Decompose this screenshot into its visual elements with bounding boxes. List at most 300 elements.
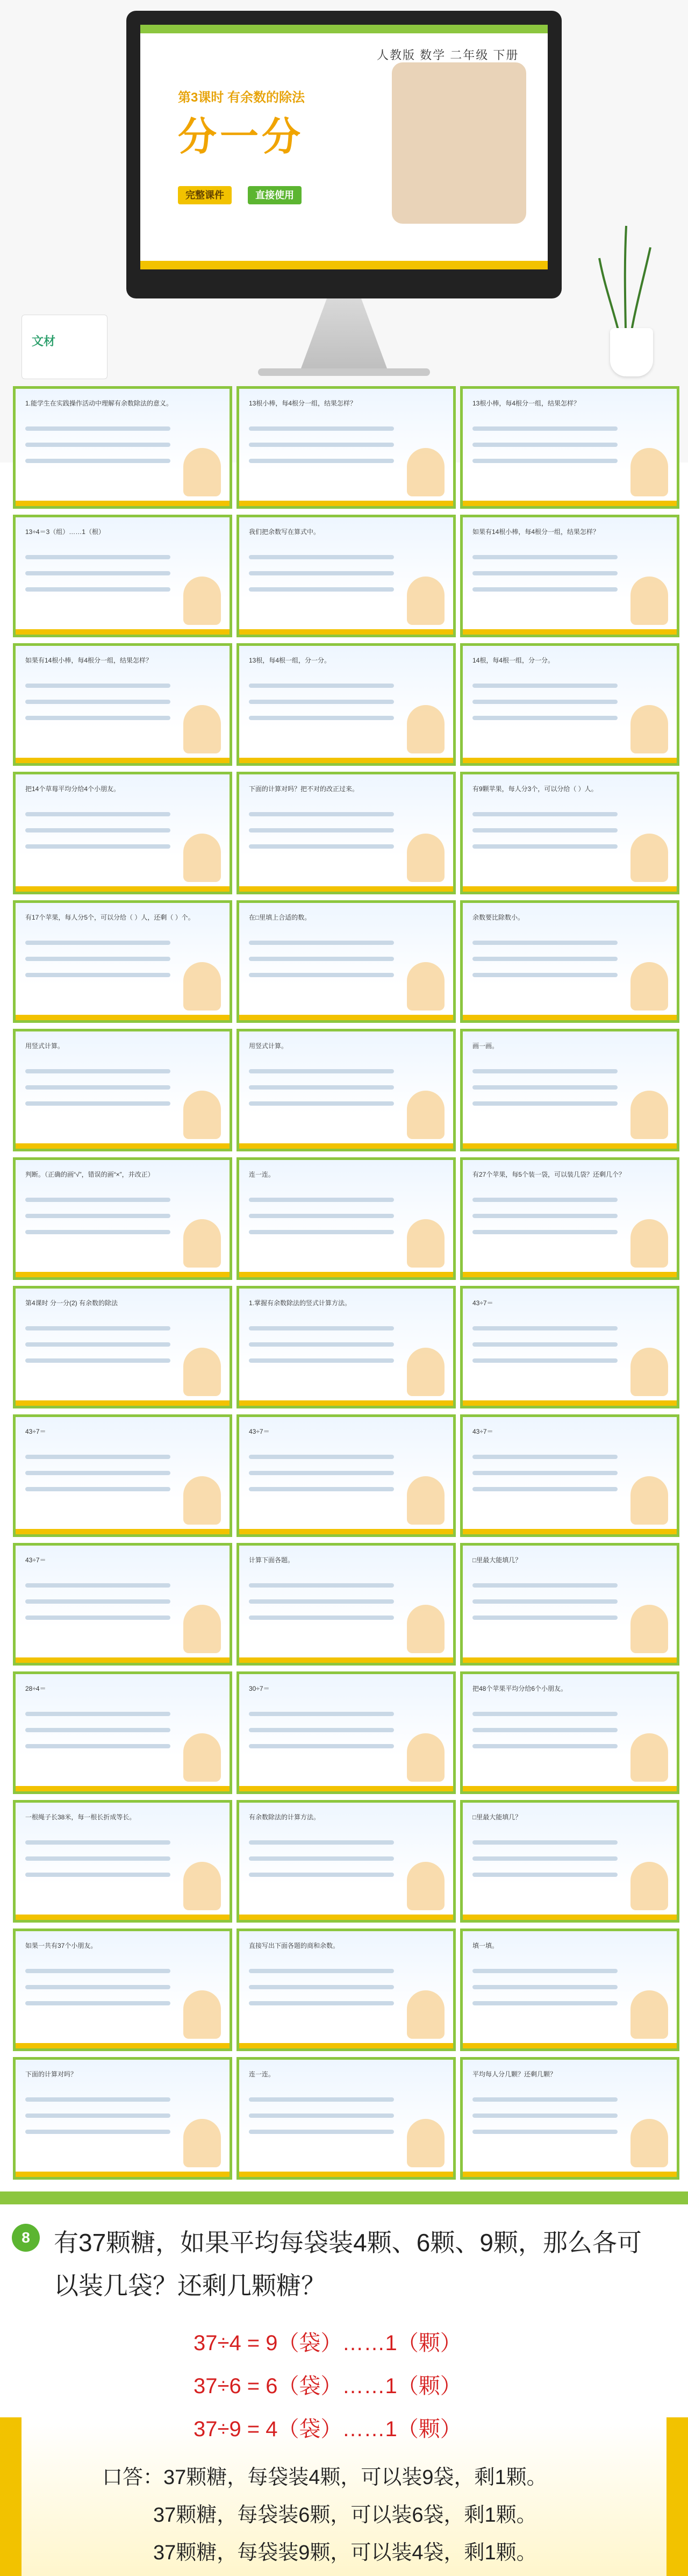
slide-text: 43÷7＝ bbox=[472, 1428, 493, 1435]
slide-illustration bbox=[407, 1605, 445, 1653]
slide-thumbnail[interactable] bbox=[236, 643, 456, 766]
slide-bottom-band bbox=[463, 1786, 677, 1791]
slide-content-line bbox=[249, 1728, 394, 1732]
slide-illustration bbox=[630, 1733, 668, 1782]
slide-content-line bbox=[249, 555, 394, 559]
slide-content-line bbox=[249, 1342, 394, 1347]
slide-content-line bbox=[472, 941, 618, 945]
slide-illustration bbox=[630, 834, 668, 882]
slide-illustration bbox=[630, 705, 668, 753]
slide-content-line bbox=[472, 957, 618, 961]
slide-bottom-band bbox=[463, 501, 677, 506]
slide-content-line bbox=[249, 426, 394, 431]
slide-content-line bbox=[472, 1985, 618, 1989]
slide-content-line bbox=[249, 1069, 394, 1073]
slide-illustration bbox=[183, 962, 221, 1011]
slide-content-line bbox=[249, 700, 394, 704]
slide-text: 如果一共有37个小朋友。 bbox=[25, 1942, 97, 1949]
cover-bottom-band bbox=[140, 261, 548, 269]
slide-content-line bbox=[249, 1214, 394, 1218]
slide-content-line bbox=[25, 2130, 170, 2134]
slide-content-line bbox=[472, 1712, 618, 1716]
slide-content-line bbox=[25, 941, 170, 945]
slide-content-line bbox=[472, 1599, 618, 1604]
slide-thumbnail[interactable] bbox=[460, 643, 679, 766]
slide-content-line bbox=[472, 1069, 618, 1073]
slide-content-line bbox=[249, 1744, 394, 1748]
slide-bottom-band bbox=[16, 1529, 230, 1534]
slide-content-line bbox=[472, 1840, 618, 1845]
slide-content-line bbox=[249, 1583, 394, 1588]
slide-content-line bbox=[472, 426, 618, 431]
slide-text: 13根，每4根一组，分一分。 bbox=[249, 657, 331, 664]
slide-thumbnail[interactable] bbox=[460, 1800, 679, 1923]
slide-bottom-band bbox=[463, 2172, 677, 2177]
slide-bottom-band bbox=[463, 2043, 677, 2048]
slide-content-line bbox=[249, 2097, 394, 2102]
slide-bottom-band bbox=[16, 1272, 230, 1277]
slide-bottom-band bbox=[463, 886, 677, 892]
slide-illustration bbox=[183, 1476, 221, 1525]
slide-content-line bbox=[249, 1599, 394, 1604]
slide-illustration bbox=[407, 1091, 445, 1139]
slide-bottom-band bbox=[16, 1400, 230, 1406]
slide-content-line bbox=[249, 1198, 394, 1202]
slide-thumbnail[interactable] bbox=[13, 386, 232, 509]
slide-bottom-band bbox=[239, 501, 453, 506]
slide-bottom-band bbox=[239, 1786, 453, 1791]
slide-illustration bbox=[630, 448, 668, 496]
slide-illustration bbox=[183, 1348, 221, 1396]
slide-illustration bbox=[630, 1091, 668, 1139]
classroom-illustration bbox=[392, 62, 526, 224]
slide-bottom-band bbox=[463, 1657, 677, 1663]
slide-content-line bbox=[472, 1471, 618, 1475]
slide-content-line bbox=[249, 941, 394, 945]
slide-text: 直接写出下面各题的商和余数。 bbox=[249, 1942, 340, 1949]
slide-bottom-band bbox=[16, 1657, 230, 1663]
slide-content-line bbox=[249, 571, 394, 575]
slide-text: 在□里填上合适的数。 bbox=[249, 914, 311, 921]
slide-content-line bbox=[472, 973, 618, 977]
slide-content-line bbox=[249, 684, 394, 688]
slide-illustration bbox=[407, 1990, 445, 2039]
slide-text: 14根，每4根一组，分一分。 bbox=[472, 657, 555, 664]
slide-content-line bbox=[25, 812, 170, 816]
slide-content-line bbox=[472, 1616, 618, 1620]
slide-bottom-band bbox=[16, 1015, 230, 1020]
slide-bottom-band bbox=[16, 1143, 230, 1149]
slide-content-line bbox=[472, 1744, 618, 1748]
slide-content-line bbox=[472, 828, 618, 832]
slide-thumbnail[interactable] bbox=[13, 1929, 232, 2051]
slide-content-line bbox=[25, 555, 170, 559]
slide-content-line bbox=[472, 1326, 618, 1330]
slide-illustration bbox=[630, 1476, 668, 1525]
slide-bottom-band bbox=[463, 1529, 677, 1534]
slide-thumbnail[interactable] bbox=[460, 2057, 679, 2180]
slide-content-line bbox=[249, 716, 394, 720]
slide-content-line bbox=[249, 1455, 394, 1459]
slide-illustration bbox=[407, 448, 445, 496]
slide-thumbnail[interactable] bbox=[460, 900, 679, 1023]
slide-text: 连一连。 bbox=[249, 2070, 275, 2078]
slide-content-line bbox=[249, 1969, 394, 1973]
slide-illustration bbox=[183, 2119, 221, 2167]
slide-thumbnail[interactable] bbox=[460, 1029, 679, 1151]
slide-text: □里最大能填几？ bbox=[472, 1556, 522, 1564]
slide-text: 13根小棒，每4根分一组，结果怎样？ bbox=[472, 400, 580, 407]
slide-content-line bbox=[249, 1840, 394, 1845]
slide-text: 判断。（正确的画“√”，错误的画“×”，并改正） bbox=[25, 1171, 154, 1178]
slide-content-line bbox=[472, 1085, 618, 1090]
slide-text: 余数要比除数小。 bbox=[472, 914, 525, 921]
slide-text: 一根绳子长38米，每一根长折成等长。 bbox=[25, 1813, 136, 1821]
slide-thumbnail[interactable] bbox=[236, 2057, 456, 2180]
equation-3: 37÷9 = 4（袋）……1（颗） bbox=[194, 2417, 462, 2441]
slide-bottom-band bbox=[16, 501, 230, 506]
slide-illustration bbox=[407, 1348, 445, 1396]
monitor-stand bbox=[301, 298, 387, 368]
slide-thumbnail[interactable] bbox=[236, 1671, 456, 1794]
slide-content-line bbox=[25, 1985, 170, 1989]
slide-content-line bbox=[472, 1873, 618, 1877]
question-text: 有37颗糖，如果平均每袋装4颗、6颗、9颗，那么各可以装几袋？还剩几颗糖？ bbox=[54, 2229, 642, 2300]
slide-illustration bbox=[630, 1348, 668, 1396]
slide-content-line bbox=[25, 1326, 170, 1330]
slide-thumbnail[interactable] bbox=[13, 1543, 232, 1666]
slide-content-line bbox=[249, 459, 394, 463]
slide-text: 30÷7＝ bbox=[249, 1685, 270, 1692]
slide-content-line bbox=[249, 1616, 394, 1620]
slide-text: 第4课时 分一分(2) 有余数的除法 bbox=[25, 1299, 118, 1307]
question-number: 8 bbox=[12, 2224, 40, 2252]
slide-content-line bbox=[472, 459, 618, 463]
slide-illustration bbox=[407, 1476, 445, 1525]
slide-illustration bbox=[407, 2119, 445, 2167]
slide-content-line bbox=[25, 1069, 170, 1073]
slide-thumbnail[interactable] bbox=[236, 1414, 456, 1537]
slide-content-line bbox=[25, 1214, 170, 1218]
slide-content-line bbox=[472, 716, 618, 720]
slide-content-line bbox=[25, 1599, 170, 1604]
slide-thumbnail[interactable] bbox=[236, 900, 456, 1023]
slide-content-line bbox=[249, 1487, 394, 1491]
slide-content-line bbox=[25, 1101, 170, 1106]
slide-thumbnail[interactable] bbox=[236, 1800, 456, 1923]
slide-content-line bbox=[472, 1455, 618, 1459]
slide-thumbnail[interactable] bbox=[236, 1929, 456, 2051]
monitor bbox=[126, 11, 562, 298]
slide-content-line bbox=[25, 957, 170, 961]
cover-series: 人教版 数学 二年级 下册 bbox=[377, 48, 519, 62]
slide-bottom-band bbox=[239, 1657, 453, 1663]
slide-content-line bbox=[472, 2114, 618, 2118]
slide-content-line bbox=[249, 957, 394, 961]
slide-text: 1.掌握有余数除法的竖式计算方法。 bbox=[249, 1299, 352, 1307]
slide-illustration bbox=[630, 1862, 668, 1910]
slide-content-line bbox=[25, 459, 170, 463]
slide-thumbnail[interactable] bbox=[13, 1671, 232, 1794]
cover-top-band bbox=[140, 25, 548, 33]
slide-illustration bbox=[407, 1733, 445, 1782]
slide-content-line bbox=[249, 1985, 394, 1989]
slide-illustration bbox=[183, 1862, 221, 1910]
slide-thumbnail[interactable] bbox=[13, 1800, 232, 1923]
slide-content-line bbox=[249, 2114, 394, 2118]
slide-content-line bbox=[472, 812, 618, 816]
slide-text: 填一填。 bbox=[472, 1942, 499, 1949]
slide-bottom-band bbox=[463, 629, 677, 635]
slide-content-line bbox=[25, 2001, 170, 2005]
slide-thumbnail[interactable] bbox=[236, 772, 456, 894]
slide-content-line bbox=[249, 2001, 394, 2005]
slide-text: 43÷7＝ bbox=[472, 1299, 493, 1307]
direct-use-button[interactable]: 直接使用 bbox=[248, 186, 302, 204]
slide-text: 把14个草莓平均分给4个小朋友。 bbox=[25, 785, 120, 793]
slide-content-line bbox=[249, 1358, 394, 1363]
slide-bottom-band bbox=[463, 758, 677, 763]
slide-bottom-band bbox=[239, 886, 453, 892]
slide-illustration bbox=[183, 1605, 221, 1653]
slide-content-line bbox=[472, 1728, 618, 1732]
slide-content-line bbox=[472, 2001, 618, 2005]
slide-content-line bbox=[25, 828, 170, 832]
slide-content-line bbox=[472, 571, 618, 575]
slide-text: 43÷7＝ bbox=[25, 1556, 46, 1564]
slide-illustration bbox=[630, 2119, 668, 2167]
slide-content-line bbox=[472, 1230, 618, 1234]
slide-content-line bbox=[25, 1471, 170, 1475]
slide-thumbnail[interactable] bbox=[236, 1157, 456, 1280]
slide-text: 计算下面各题。 bbox=[249, 1556, 295, 1564]
slide-content-line bbox=[25, 1969, 170, 1973]
slide-text: 我们把余数写在算式中。 bbox=[249, 528, 320, 536]
slide-thumbnail[interactable] bbox=[236, 1286, 456, 1408]
slide-illustration bbox=[407, 834, 445, 882]
slide-thumbnail[interactable] bbox=[13, 1157, 232, 1280]
slide-thumbnail[interactable] bbox=[460, 386, 679, 509]
cover-title: 分一分 bbox=[178, 116, 304, 159]
slide-bottom-band bbox=[16, 886, 230, 892]
answer-1: 口答：37颗糖，每袋装4颗，可以装9袋，剩1颗。 bbox=[102, 2466, 547, 2489]
slide-illustration bbox=[407, 962, 445, 1011]
slide-content-line bbox=[25, 443, 170, 447]
slide-content-line bbox=[25, 1230, 170, 1234]
slide-illustration bbox=[183, 834, 221, 882]
slide-content-line bbox=[249, 973, 394, 977]
slide-thumbnail[interactable] bbox=[460, 1286, 679, 1408]
plant-pot bbox=[610, 328, 653, 376]
slide-content-line bbox=[25, 1616, 170, 1620]
slide-thumbnail[interactable] bbox=[236, 1029, 456, 1151]
slide-content-line bbox=[25, 426, 170, 431]
slide-content-line bbox=[472, 1583, 618, 1588]
slide-content-line bbox=[25, 1342, 170, 1347]
equation-2: 37÷6 = 6（袋）……1（颗） bbox=[194, 2374, 462, 2398]
slide-illustration bbox=[183, 577, 221, 625]
slide-bottom-band bbox=[239, 1015, 453, 1020]
slide-content-line bbox=[249, 443, 394, 447]
slide-text: □里最大能填几？ bbox=[472, 1813, 522, 1821]
slide-content-line bbox=[25, 716, 170, 720]
right-yellow-border bbox=[666, 2417, 688, 2576]
slide-bottom-band bbox=[239, 2172, 453, 2177]
slide-content-line bbox=[472, 2130, 618, 2134]
slide-thumbnail[interactable] bbox=[236, 1543, 456, 1666]
slide-thumbnail[interactable] bbox=[460, 772, 679, 894]
slide-thumbnail[interactable] bbox=[460, 515, 679, 637]
slide-content-line bbox=[249, 587, 394, 592]
slide-bottom-band bbox=[16, 1915, 230, 1920]
slide-thumbnail[interactable] bbox=[460, 1929, 679, 2051]
slide-content-line bbox=[25, 1873, 170, 1877]
slide-content-line bbox=[25, 1198, 170, 1202]
slide-bottom-band bbox=[463, 1015, 677, 1020]
slide-text: 有9颗苹果，每人分3个，可以分给（ ）人。 bbox=[472, 785, 598, 793]
slide-thumbnail[interactable] bbox=[460, 1671, 679, 1794]
slide-bottom-band bbox=[463, 1143, 677, 1149]
slide-content-line bbox=[472, 1198, 618, 1202]
slide-illustration bbox=[630, 962, 668, 1011]
slide-thumbnail[interactable] bbox=[13, 2057, 232, 2180]
slide-text: 用竖式计算。 bbox=[249, 1042, 288, 1050]
slide-text: 有17个苹果，每人分5个，可以分给（ ）人，还剩（ ）个。 bbox=[25, 914, 195, 921]
slide-illustration bbox=[183, 448, 221, 496]
slide-thumbnail[interactable] bbox=[460, 1414, 679, 1537]
slide-bottom-band bbox=[16, 1786, 230, 1791]
slide-text: 用竖式计算。 bbox=[25, 1042, 64, 1050]
slide-illustration bbox=[407, 577, 445, 625]
slide-content-line bbox=[249, 1326, 394, 1330]
slide-text: 13÷4＝3（组）……1（根） bbox=[25, 528, 105, 536]
slide-content-line bbox=[472, 1101, 618, 1106]
slide-bottom-band bbox=[16, 758, 230, 763]
slide-bottom-band bbox=[16, 629, 230, 635]
slide-bottom-band bbox=[239, 1529, 453, 1534]
slide-text: 有余数除法的计算方法。 bbox=[249, 1813, 320, 1821]
cover-lesson: 第3课时 有余数的除法 bbox=[178, 90, 305, 105]
slide-illustration bbox=[407, 1219, 445, 1268]
slide-content-line bbox=[25, 1712, 170, 1716]
slide-illustration bbox=[183, 1091, 221, 1139]
slide-thumbnail[interactable] bbox=[236, 515, 456, 637]
slide-thumbnail[interactable] bbox=[13, 1029, 232, 1151]
slide-content-line bbox=[249, 844, 394, 849]
slide-bottom-band bbox=[16, 2043, 230, 2048]
left-yellow-border bbox=[0, 2417, 22, 2576]
slide-text: 连一连。 bbox=[249, 1171, 275, 1178]
desk-calendar bbox=[22, 315, 108, 379]
slide-thumbnail[interactable] bbox=[460, 1157, 679, 1280]
slide-content-line bbox=[249, 1471, 394, 1475]
final-slide bbox=[0, 2191, 688, 2576]
slide-illustration bbox=[630, 1990, 668, 2039]
slide-thumbnail[interactable] bbox=[460, 1543, 679, 1666]
slide-content-line bbox=[25, 1583, 170, 1588]
slide-content-line bbox=[472, 587, 618, 592]
slide-content-line bbox=[472, 1358, 618, 1363]
slide-text: 画一画。 bbox=[472, 1042, 499, 1050]
slide-thumbnail[interactable] bbox=[13, 1286, 232, 1408]
slide-content-line bbox=[472, 700, 618, 704]
slide-content-line bbox=[25, 684, 170, 688]
slide-content-line bbox=[249, 1873, 394, 1877]
slide-thumbnail[interactable] bbox=[13, 900, 232, 1023]
slide-bottom-band bbox=[16, 2172, 230, 2177]
slide-text: 28÷4＝ bbox=[25, 1685, 46, 1692]
slide-content-line bbox=[25, 1358, 170, 1363]
answer-2: 37颗糖，每袋装6颗，可以装6袋，剩1颗。 bbox=[153, 2504, 537, 2527]
slide-content-line bbox=[25, 2114, 170, 2118]
slide-content-line bbox=[25, 571, 170, 575]
slide-content-line bbox=[25, 1728, 170, 1732]
slide-content-line bbox=[25, 1840, 170, 1845]
slide-bottom-band bbox=[239, 2043, 453, 2048]
slide-illustration bbox=[630, 577, 668, 625]
slide-thumbnail[interactable] bbox=[13, 1414, 232, 1537]
slide-content-line bbox=[472, 1214, 618, 1218]
slide-illustration bbox=[183, 1733, 221, 1782]
slide-illustration bbox=[630, 1605, 668, 1653]
slide-content-line bbox=[25, 1744, 170, 1748]
slide-content-line bbox=[25, 844, 170, 849]
slide-content-line bbox=[249, 1712, 394, 1716]
slide-content-line bbox=[25, 973, 170, 977]
slide-content-line bbox=[472, 2097, 618, 2102]
brand-logo: 文材 bbox=[32, 335, 56, 348]
slide-content-line bbox=[472, 1342, 618, 1347]
slide-thumbnail[interactable] bbox=[13, 772, 232, 894]
slide-illustration bbox=[183, 705, 221, 753]
slide-thumbnail[interactable] bbox=[13, 643, 232, 766]
slide-thumbnail[interactable] bbox=[13, 515, 232, 637]
slide-text: 13根小棒，每4根分一组，结果怎样？ bbox=[249, 400, 357, 407]
slide-text: 有27个苹果，每5个装一袋，可以装几袋？还剩几个？ bbox=[472, 1171, 626, 1178]
slide-bottom-band bbox=[463, 1400, 677, 1406]
slide-illustration bbox=[183, 1990, 221, 2039]
slide-content-line bbox=[249, 1085, 394, 1090]
slide-bottom-band bbox=[239, 1272, 453, 1277]
answer-3: 37颗糖，每袋装9颗，可以装4袋，剩1颗。 bbox=[153, 2542, 537, 2564]
slide-content-line bbox=[25, 700, 170, 704]
slide-bottom-band bbox=[463, 1915, 677, 1920]
slide-illustration bbox=[183, 1219, 221, 1268]
slide-content-line bbox=[472, 555, 618, 559]
slide-bottom-band bbox=[239, 1400, 453, 1406]
slide-text: 如果有14根小棒，每4根分一组，结果怎样？ bbox=[25, 657, 153, 664]
slide-text: 1.能学生在实践操作活动中理解有余数除法的意义。 bbox=[25, 400, 173, 407]
slide-text: 下面的计算对吗？把不对的改正过来。 bbox=[249, 785, 359, 793]
full-courseware-button[interactable]: 完整课件 bbox=[178, 186, 232, 204]
monitor-base bbox=[258, 368, 430, 376]
slide-content-line bbox=[249, 812, 394, 816]
slide-illustration bbox=[407, 705, 445, 753]
slide-text: 把48个苹果平均分给6个小朋友。 bbox=[472, 1685, 568, 1692]
slide-text: 43÷7＝ bbox=[249, 1428, 270, 1435]
slide-content-line bbox=[25, 1455, 170, 1459]
slide-content-line bbox=[249, 1856, 394, 1861]
slide-content-line bbox=[472, 1856, 618, 1861]
final-slide-top-band bbox=[0, 2191, 688, 2204]
slide-content-line bbox=[25, 1085, 170, 1090]
slide-content-line bbox=[472, 844, 618, 849]
cover-slide bbox=[140, 25, 548, 269]
slide-thumbnail[interactable] bbox=[236, 386, 456, 509]
slide-text: 如果有14根小棒，每4根分一组，结果怎样？ bbox=[472, 528, 600, 536]
slide-content-line bbox=[472, 443, 618, 447]
slide-illustration bbox=[630, 1219, 668, 1268]
